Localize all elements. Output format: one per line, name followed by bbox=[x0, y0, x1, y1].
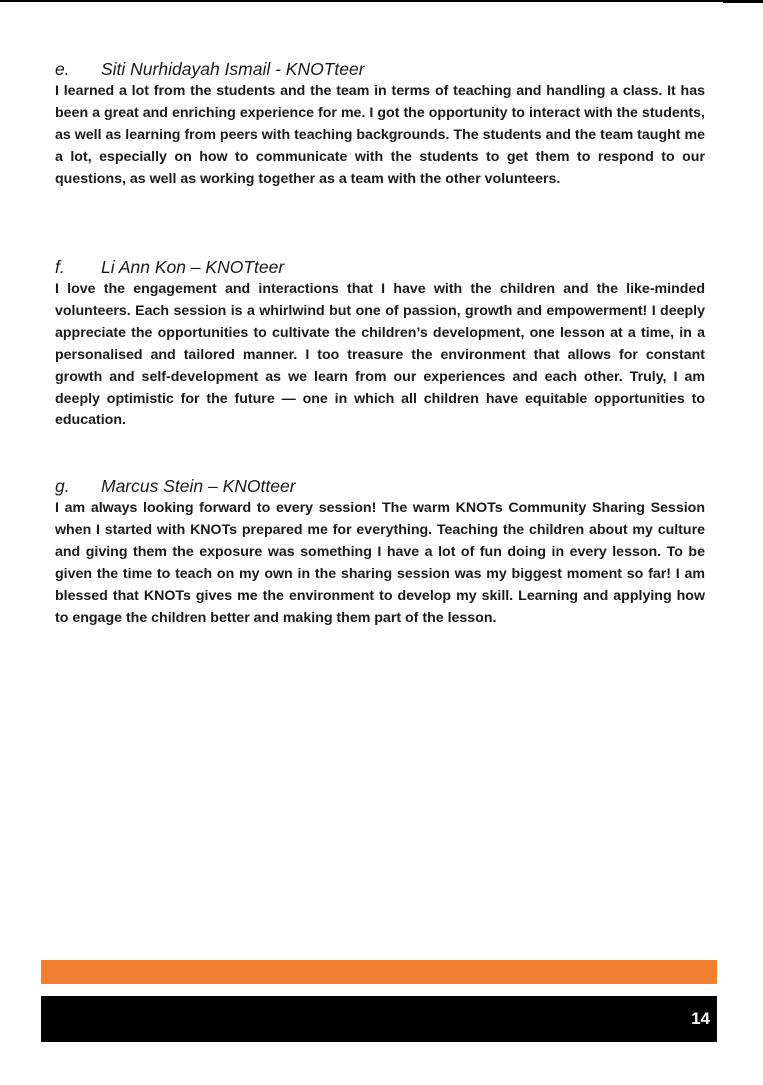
testimonial-heading bbox=[55, 59, 705, 79]
footer-bar bbox=[41, 996, 717, 1042]
testimonial-name: Siti Nurhidayah Ismail - KNOTteer bbox=[101, 59, 365, 79]
footer-accent-bar bbox=[41, 960, 717, 984]
testimonial-text: I learned a lot from the students and the team in terms of teaching and handling a class. It has been a great and enriching experience for me. I got the opportunity to interact with the students, as well as learning from peers with teaching backgrounds. The students and the team taught me a lot, especially on how to communicate with the students to get them to respond to our questions, as well as working together as a team with the other volunteers. bbox=[55, 83, 705, 187]
testimonial-f bbox=[55, 257, 705, 432]
top-rule-corner bbox=[723, 0, 763, 3]
page-number: 14 bbox=[691, 1009, 710, 1028]
testimonial-g bbox=[55, 476, 705, 629]
testimonial-heading bbox=[55, 257, 705, 277]
testimonial-text: I am always looking forward to every session! The warm KNOTs Community Sharing Session when I started with KNOTs prepared me for everything. Teaching the children about my culture and giving them the exposure was something I have a lot of fun doing in every lesson. To be given the time to teach on my own in the sharing session was my biggest moment so far! I am blessed that KNOTs gives me the environment to develop my skill. Learning and applying how to engage the children better and making them part of the lesson. bbox=[55, 500, 705, 626]
testimonial-text: I love the engagement and interactions that I have with the children and the like-minded volunteers. Each session is a whirlwind but one of passion, growth and empowerment! I deeply appreciate the opportunities to cultivate the children’s development, one lesson at a time, in a personalised and tailored manner. I too treasure the environment that allows for constant growth and self-development as we learn from our experiences and each other. Truly, I am deeply optimistic for the future — one in which all children have equitable opportunities to education. bbox=[55, 281, 705, 429]
testimonial-name: Marcus Stein – KNOtteer bbox=[101, 476, 296, 496]
testimonial-name: Li Ann Kon – KNOTteer bbox=[101, 257, 285, 277]
testimonial-letter: g. bbox=[55, 476, 70, 496]
testimonial-letter: e. bbox=[55, 59, 70, 79]
top-rule bbox=[0, 0, 763, 2]
testimonial-heading bbox=[55, 476, 705, 496]
testimonial-letter: f. bbox=[55, 257, 65, 277]
testimonial-e bbox=[55, 59, 705, 191]
